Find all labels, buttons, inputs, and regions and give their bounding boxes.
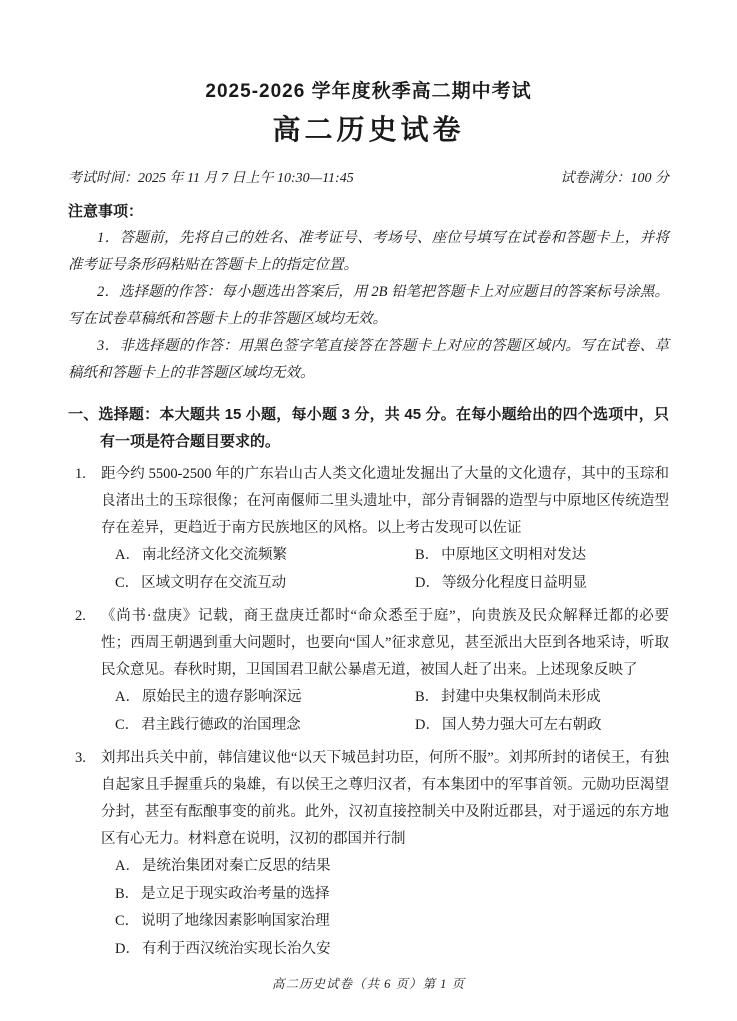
paper-title: 高二历史试卷 — [272, 114, 465, 145]
option-label: C． — [115, 913, 140, 929]
question-2-option-d — [415, 712, 669, 740]
question-3-option-a — [115, 853, 669, 881]
option-text: 是统治集团对秦亡反思的结果 — [141, 858, 331, 874]
question-3-stem: 刘邦出兵关中前，韩信建议他“以天下城邑封功臣，何所不服”。刘邦所封的诸侯王，有独自起家且手握重兵的枭雄，有以侯王之尊归汉者，有本集团中的军事首领。元勋功臣渴望分封，甚至有酝酿事变的前兆。此外，汉初直接控制关中及附近郡县，对于遥远的东方地区有心无力。材料意在说明，汉初的郡国并行制 — [101, 750, 669, 847]
option-text: 君主践行德政的治国理念 — [141, 716, 301, 733]
option-label: C． — [115, 574, 140, 591]
option-text: 是立足于现实政治考量的选择 — [141, 885, 330, 902]
option-text: 说明了地缘因素影响国家治理 — [141, 913, 330, 929]
option-label: D． — [415, 574, 440, 591]
option-label: A． — [115, 547, 140, 563]
question-2-option-b — [415, 684, 669, 712]
option-text: 中原地区文明相对发达 — [441, 547, 587, 563]
question-1-options — [115, 542, 669, 597]
option-label: C． — [115, 716, 140, 733]
notice-item-1: 1．答题前，先将自己的姓名、准考证号、考场号、座位号填写在试卷和答题卡上，并将准考证号条形码粘贴在答题卡上的指定位置。 — [68, 230, 669, 273]
question-1-number: 1. — [75, 466, 86, 482]
option-text: 原始民主的遗存影响深远 — [141, 689, 302, 705]
question-3-option-d — [115, 936, 669, 964]
question-2-options — [115, 684, 669, 739]
page-footer: 高二历史试卷（共 6 页）第 1 页 — [271, 977, 465, 991]
option-label: B． — [115, 885, 140, 902]
question-1-option-a — [115, 542, 405, 570]
section-i-header: 一、选择题：本大题共 15 小题，每小题 3 分，共 45 分。在每小题给出的四个选项中，只有一项是符合题目要求的。 — [68, 406, 669, 450]
option-text: 封建中央集权制尚未形成 — [441, 689, 601, 705]
question-3-options — [115, 853, 669, 963]
notice-item-3: 3．非选择题的作答：用黑色签字笔直接答在答题卡上对应的答题区域内。写在试卷、草稿纸和答题卡上的非答题区域均无效。 — [68, 338, 669, 381]
question-2 — [68, 603, 669, 739]
question-3-number: 3. — [75, 750, 86, 766]
option-label: A． — [115, 858, 140, 874]
option-label: B． — [415, 689, 440, 705]
option-text: 区域文明存在交流互动 — [141, 574, 287, 591]
option-text: 有利于西汉统治实现长治久安 — [141, 940, 331, 957]
question-1-option-b — [415, 542, 669, 570]
option-label: B． — [415, 547, 440, 563]
question-1-stem: 距今约 5500-2500 年的广东岩山古人类文化遗址发掘出了大量的文化遗存，其中的玉琮和良渚出土的玉琮很像；在河南偃师二里头遗址中，部分青铜器的造型与中原地区传统造型存在差异，更趋近于南方民族地区的风格。以上考古发现可以佐证 — [101, 466, 669, 536]
exam-time-text: 考试时间：2025 年 11 月 7 日上午 10:30—11:45 — [68, 171, 354, 186]
option-text: 南北经济文化交流频繁 — [141, 547, 287, 563]
exam-session-title: 2025-2026 学年度秋季高二期中考试 — [205, 81, 532, 102]
question-1-option-d — [415, 570, 669, 598]
option-text: 国人势力强大可左右朝政 — [441, 716, 602, 733]
question-2-option-a — [115, 684, 405, 712]
option-text: 等级分化程度日益明显 — [441, 574, 587, 591]
option-label: D． — [115, 940, 140, 957]
question-3 — [68, 745, 669, 963]
question-3-option-b — [115, 881, 669, 909]
question-2-option-c — [115, 712, 405, 740]
question-3-option-c — [115, 908, 669, 936]
question-2-stem: 《尚书·盘庚》记载，商王盘庚迁都时“命众悉至于庭”，向贵族及民众解释迁都的必要性；西周王朝遇到重大问题时，也要向“国人”征求意见，甚至派出大臣到各地采诗，听取民众意见。春秋时期，卫国国君卫献公暴虐无道，被国人赶了出来。上述现象反映了 — [101, 608, 669, 678]
full-score-text: 试卷满分：100 分 — [560, 171, 669, 186]
question-1 — [68, 461, 669, 597]
question-2-number: 2. — [75, 608, 86, 624]
exam-info-row — [68, 168, 669, 190]
option-label: D． — [415, 716, 440, 733]
question-1-option-c — [115, 570, 405, 598]
option-label: A． — [115, 689, 140, 705]
notice-item-2: 2．选择题的作答：每小题选出答案后，用 2B 铅笔把答题卡上对应题目的答案标号涂黑。写在试卷草稿纸和答题卡上的非答题区域均无效。 — [68, 284, 669, 327]
notice-title: 注意事项： — [68, 203, 144, 220]
